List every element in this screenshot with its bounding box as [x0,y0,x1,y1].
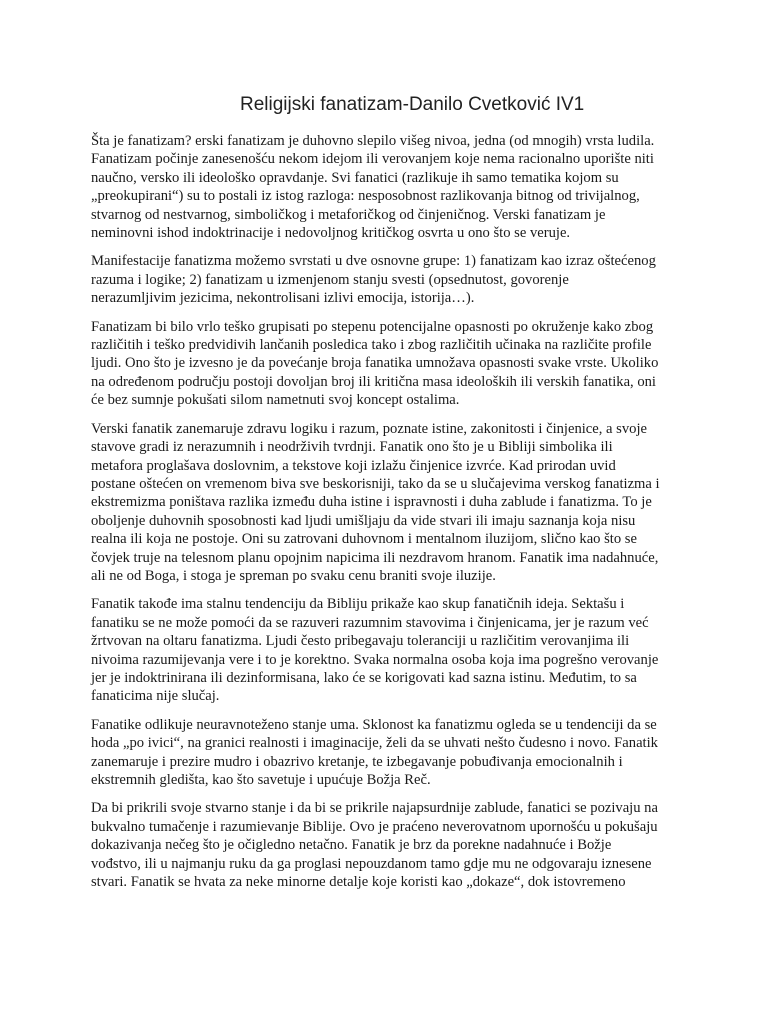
paragraph-line: hoda „po ivici“, na granici realnosti i imaginacije, želi da se uhvati nešto čudesno i novo. Fanatik [91,735,658,752]
paragraph [91,595,703,705]
document-body [91,132,703,901]
document-title: Religijski fanatizam-Danilo Cvetković IV1 [240,94,585,115]
paragraph-line: ljudi. Ono što je izvesno je da povećanje broja fanatika umnožava opasnosti svake vrste. Ukoliko [91,355,659,372]
paragraph-line: ekstremnih gledišta, kao što savetuje i upućuje Božja Reč. [91,772,431,788]
paragraph-line: Manifestacije fanatizma možemo svrstati u dve osnovne grupe: 1) fanatizam kao izraz oštećenog [91,253,656,270]
paragraph-line: Fanatizam počinje zanesenošću nekom idejom ili verovanjem koje nema racionalno uporište niti [91,151,654,168]
paragraph-line: nerazumljivim jezicima, nekontrolisani izlivi emocija, istorija…). [91,290,475,307]
paragraph-line: Fanatike odlikuje neuravnoteženo stanje uma. Sklonost ka fanatizmu ogleda se u tendenciji da se [91,716,657,733]
paragraph-line: Fanatik takođe ima stalnu tendenciju da Bibliju prikaže kao skup fanatičnih ideja. Sektašu i [91,596,625,613]
paragraph-line: na određenom području postoji dovoljan broj ili kritična masa ideoloških ili verskih fanatika, oni [91,373,656,390]
paragraph-line: stvarnog od nestvarnog, simboličkog i metaforičkog od činjeničnog. Verski fanatizam je [91,206,606,223]
paragraph-line: dokazivanja nečeg što je očigledno netačno. Fanatik je brz da porekne nadahnuće i Božje [91,837,612,854]
paragraph-line: različitih i teško predvidivih lančanih posledica tako i zbog različitih učinaka na različite profile [91,337,652,354]
paragraph-line: će bez sumnje pokušati silom nametnuti svoj koncept ostalima. [91,392,460,409]
paragraph [91,716,703,790]
paragraph-line: stvari. Fanatik se hvata za neke minorne detalje koje koristi kao „dokaze“, dok istovremeno [91,874,626,891]
paragraph [91,132,703,242]
paragraph-line: jer je indoktrinirana ili dezinformisana, lako će se korigovati kad sazna istinu. Međutim, to sa [91,669,637,686]
paragraph-line: zanemaruje i prezire mudro i obazrivo kretanje, te izbegavanje pobuđivanja emocionalnih i [91,753,623,770]
paragraph-line: metafora proglašava doslovnim, a tekstove koji izlažu činjenice izvrće. Kad prirodan uvid [91,457,616,474]
paragraph-line: stavove gradi iz nerazumnih i neodrživih tvrdnji. Fanatik ono što je u Bibliji simbolika ili [91,439,613,456]
paragraph-line: vođstvo, ili u najmanju ruku da ga proglasi nepouzdanom tamo gdje mu ne odgovaraju iznesene [91,855,652,872]
paragraph-line: nivoima razumijevanja vere i to je korektno. Svaka normalna osoba koja ima pogrešno verovanje [91,651,659,668]
paragraph-line: naučno, versko ili ideološko opravdanje. Svi fanatici (razlikuje ih samo tematika kojom su [91,169,619,186]
paragraph-line: Verski fanatik zanemaruje zdravu logiku i razum, poznate istine, zakonitosti i činjenice, a svoje [91,420,647,437]
paragraph [91,420,703,586]
paragraph-line: realna ili koja ne postoje. Oni su zatrovani duhovnom i mentalnom iluzijom, slično kao što se [91,531,637,548]
paragraph-line: ekstremizma poništava razlika između duha istine i ispravnosti i duha zablude i fanatizma. To je [91,494,652,511]
paragraph-line: fanaticima nije slučaj. [91,688,220,705]
paragraph [91,252,703,307]
paragraph-line: bukvalno tumačenje i razumievanje Biblije. Ovo je praćeno neverovatnom upornošću u pokušaju [91,818,658,835]
paragraph-line: „preokupirani“) su to postali iz istog razloga: nesposobnost razlikovanja bitnog od trivijalnog, [91,188,640,205]
paragraph-line: ali ne od Boga, i stoga je spreman po svaku cenu braniti svoje iluzije. [91,567,496,584]
paragraph [91,799,703,891]
paragraph-line: žrtvovan na oltaru fanatizma. Ljudi često pribegavaju toleranciji u različitim verovanjima ili [91,633,630,650]
paragraph-line: Šta je fanatizam? erski fanatizam je duhovno slepilo višeg nivoa, jedna (od mnogih) vrsta ludila. [91,133,655,149]
paragraph-line: Fanatizam bi bilo vrlo teško grupisati po stepenu potencijalne opasnosti po okruženje kako zbog [91,318,654,335]
paragraph [91,318,703,410]
paragraph-line: postane oštećen on vremenom biva sve beskorisniji, tako da se u slučajevima verskog fanatizma i [91,475,660,492]
paragraph-line: neminovni ishod indoktrinacije i nedovoljnog kritičkog osvrta u ono što se veruje. [91,225,571,242]
paragraph-line: razuma i logike; 2) fanatizam u izmenjenom stanju svesti (opsednutost, govorenje [91,271,569,288]
paragraph-line: čovjek truje na telesnom planu opojnim napicima ili nezdravom hranom. Fanatik ima nadahnuće, [91,549,659,566]
paragraph-line: fanatiku se ne može pomoći da se razuveri razumnim stavovima i činjenicama, jer je razum već [91,614,649,631]
paragraph-line: oboljenje duhovnih sposobnosti kad ljudi umišljaju da vide stvari ili imaju saznanja koja nisu [91,512,636,529]
paragraph-line: Da bi prikrili svoje stvarno stanje i da bi se prikrile najapsurdnije zablude, fanatici se pozivaju na [91,800,658,817]
